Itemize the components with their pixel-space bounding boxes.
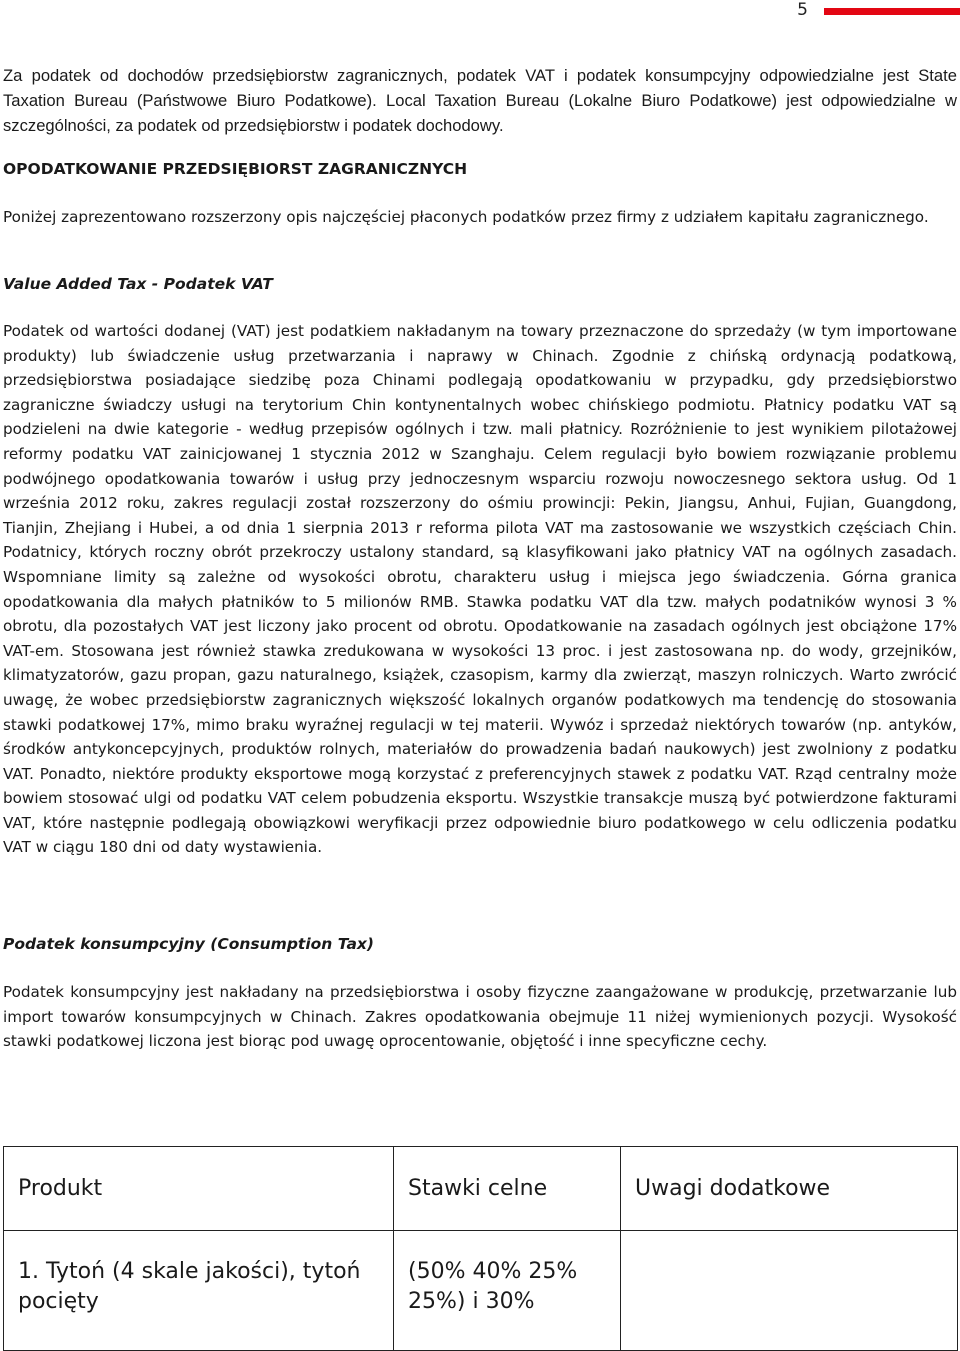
tax-rates-table bbox=[3, 1146, 958, 1351]
section-intro-paragraph: Poniżej zaprezentowano rozszerzony opis najczęściej płaconych podatków przez firmy z udziałem kapitału zagranicznego. bbox=[3, 208, 929, 226]
vat-paragraph: Podatek od wartości dodanej (VAT) jest podatkiem nakładanym na towary przeznaczone do sprzedaży (w tym importowane produkty) lub świadczenie usług przetwarzania i naprawy w Chinach. Zgodnie z chińską ordynacją podatkową, przedsiębiorstwa posiadające siedzibę poza Chinami podlegają opodatkowaniu w przypadku, gdy przedsiębiorstwo zagraniczne świadczy usługi na terytorium Chin kontynentalnych wobec chińskiego podmiotu. Płatnicy podatku VAT są podzieleni na dwie kategorie - według przepisów ogólnych i tzw. mali płatnicy. Rozróżnienie to jest wynikiem pilotażowej reformy podatku VAT zainicjowanej 1 stycznia 2012 w Szanghaju. Celem regulacji było bowiem rozwiązanie problemu podwójnego opodatkowania towarów i usług przy jednoczesnym wsparciu rozwoju nowoczesnego sektora usług. Od 1 września 2012 roku, zakres regulacji został rozszerzony do ośmiu prowincji: Pekin, Jiangsu, Anhui, Fujian, Guangdong, Tianjin, Zhejiang i Hubei, a od dnia 1 sierpnia 2013 r reforma pilota VAT ma zastosowanie we wszystkich częściach Chin. Podatnicy, których roczny obrót przekroczy ustalony standard, są klasyfikowani jako płatnicy VAT na ogólnych zasadach. Wspomniane limity są zależne od wysokości obrotu, charakteru usług i miejsca jego świadczenia. Górna granica opodatkowania dla małych płatników to 5 milionów RMB. Stawka podatku VAT dla tzw. małych podatników wynosi 3 % obrotu, dla pozostałych VAT jest liczony jako procent od obrotu. Opodatkowanie na zasadach ogólnych jest obciążone 17% VAT-em. Stosowana jest również stawka zredukowana w wysokości 13 proc. i jest zastosowana np. do wody, grzejników, klimatyzatorów, gazu propan, gazu naturalnego, książek, czasopism, karmy dla zwierząt, maszyn rolniczych. Warto zwrócić uwagę, że wobec przedsiębiorstw zagranicznych większość lokalnych organów podatkowych ma tendencję do stosowania stawki podatkowej 17%, mimo braku wyraźnej regulacji w tej materii. Wywóz i sprzedaż niektórych towarów (np. antyków, środków antykoncepcyjnych, produktów rolnych, materiałów do prowadzenia badań naukowych) jest zwolniony z podatku VAT. Ponadto, niektóre produkty eksportowe mogą korzystać z preferencyjnych stawek z podatku VAT. Rząd centralny może bowiem stosować ulgi od podatku VAT celem pobudzenia eksportu. Wszystkie transakcje muszą być potwierdzone fakturami VAT, które następnie podlegają obowiązkowi weryfikacji przez odpowiednie biuro podatkowego w celu odliczenia podatku VAT w ciągu 180 dni od daty wystawienia. bbox=[3, 322, 957, 857]
cell-product: 1. Tytoń (4 skale jakości), tytoń pocięty bbox=[4, 1231, 394, 1351]
cell-notes bbox=[621, 1231, 958, 1351]
intro-paragraph: Za podatek od dochodów przedsiębiorstw zagranicznych, podatek VAT i podatek konsumpcyjny odpowiedzialne jest State Taxation Bureau (Państwowe Biuro Podatkowe). Local Taxation Bureau (Lokalne Biuro Podatkowe) jest odpowiedzialne w szczególności, za podatek od przedsiębiorstw i podatek dochodowy. bbox=[3, 66, 957, 135]
section-heading: OPODATKOWANIE PRZEDSIĘBIORST ZAGRANICZNYCH bbox=[3, 160, 468, 178]
consumption-tax-paragraph: Podatek konsumpcyjny jest nakładany na przedsiębiorstwa i osoby fizyczne zaangażowane w produkcję, przetwarzanie lub import towarów konsumpcyjnych w Chinach. Zakres opodatkowania obejmuje 11 niżej wymienionych pozycji. Wysokość stawki podatkowej liczona jest biorąc pod uwagę oprocentowanie, objętość i inne specyficzne cechy. bbox=[3, 983, 957, 1051]
header-cell-notes: Uwagi dodatkowe bbox=[621, 1147, 958, 1231]
page-number: 5 bbox=[797, 0, 808, 20]
vat-heading: Value Added Tax - Podatek VAT bbox=[3, 275, 273, 293]
consumption-tax-heading: Podatek konsumpcyjny (Consumption Tax) bbox=[3, 935, 375, 953]
table-header-row bbox=[4, 1147, 958, 1231]
header-cell-rates: Stawki celne bbox=[394, 1147, 621, 1231]
cell-rates: (50% 40% 25% 25%) i 30% bbox=[394, 1231, 621, 1351]
red-accent-bar bbox=[824, 8, 960, 15]
header-cell-product: Produkt bbox=[4, 1147, 394, 1231]
table-row bbox=[4, 1231, 958, 1351]
